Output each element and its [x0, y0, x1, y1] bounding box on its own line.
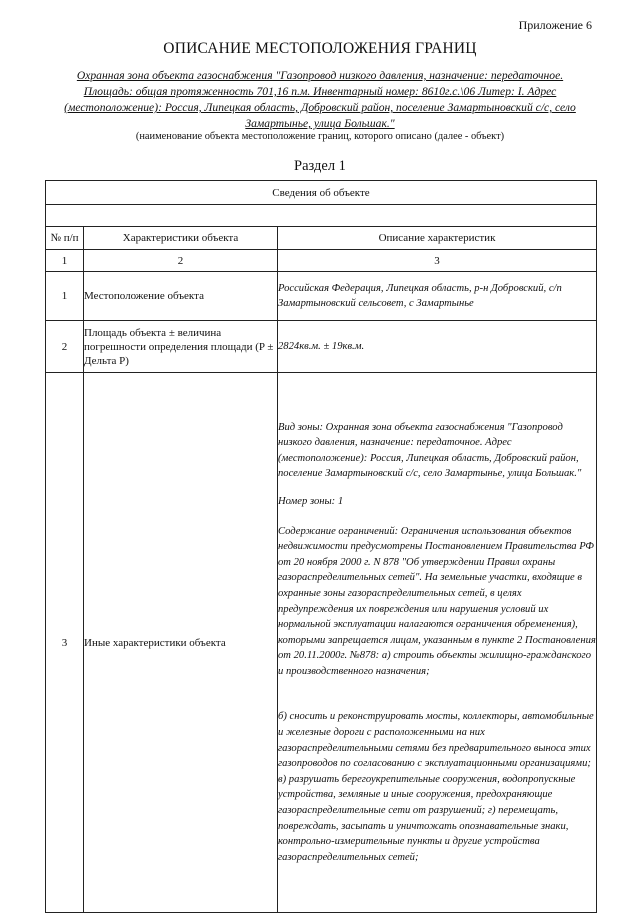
row-number: 1 — [46, 272, 84, 321]
row-characteristic: Площадь объекта ± величина погрешности определения площади (P ± Дельта P) — [84, 321, 278, 373]
column-number-row — [46, 250, 597, 272]
row-description: 2824кв.м. ± 19кв.м. — [278, 321, 597, 373]
restrictions-paragraph: Содержание ограничений: Ограничения использования объектов недвижимости предусмотрены Постановлением Правительства РФ от 20 ноября 2000 г. N 878 "Об утверждении Правил охраны газораспределительных сетей". На земельные участки, входящие в охранные зоны газораспределительных сетей, в целях предупреждения их повреждения или нарушения условий их нормальной эксплуатации налагаются ограничения обременения), которыми запрещается лицам, указанным в пункте 2 Постановления от 20.11.2000г. №878: а) строить объекты жилищно-гражданского и производственного назначения; — [278, 525, 596, 677]
table-row — [46, 373, 597, 913]
restrictions-continued-paragraph: б) сносить и реконструировать мосты, коллекторы, автомобильные и железные дороги с расположенными на них газораспределительными сетями без предварительного выноса этих газопроводов по согласованию с эксплуатационными организациями; в) разрушать берегоукрепительные сооружения, водопропускные устройства, земляные и иные сооружения, предохраняющие газораспределительные сети от разрушений; г) перемещать, повреждать, засыпать и уничтожать опознавательные знаки, контрольно-измерительные пункты и другие устройства газораспределительных сетей; — [278, 711, 594, 863]
row-characteristic: Местоположение объекта — [84, 272, 278, 321]
object-name — [60, 68, 580, 132]
row-description: Российская Федерация, Липецкая область, р-н Добровский, с/п Замартыновский сельсовет, с Замартынье — [278, 272, 597, 321]
col-header-description: Описание характеристик — [278, 227, 597, 250]
row-characteristic: Иные характеристики объекта — [84, 373, 278, 913]
zone-type-paragraph: Вид зоны: Охранная зона объекта газоснабжения "Газопровод низкого давления, назначение: передаточное. Адрес (местоположение): Россия, Липецкая область, Добровский район, поселение Замартыновский с/с, село Замартынье, улица Большак." — [278, 421, 582, 480]
object-caption: (наименование объекта местоположение границ, которого описано (далее - объект) — [135, 131, 505, 142]
col-number: 3 — [278, 250, 597, 272]
appendix-label: Приложение 6 — [518, 18, 592, 32]
row-description — [278, 373, 597, 913]
header-row — [46, 227, 597, 250]
row-number: 3 — [46, 373, 84, 913]
col-header-num: № п/п — [46, 227, 84, 250]
table-title-row — [46, 181, 597, 205]
object-info-table — [45, 180, 597, 913]
document-title: ОПИСАНИЕ МЕСТОПОЛОЖЕНИЯ ГРАНИЦ — [163, 40, 477, 57]
zone-number-paragraph: Номер зоны: 1 — [278, 495, 344, 507]
object-name-line: (местоположение): Россия, Липецкая область, Добровский район, поселение Замартыновский с/с, село — [64, 101, 576, 114]
col-number: 2 — [84, 250, 278, 272]
col-header-characteristic: Характеристики объекта — [84, 227, 278, 250]
table-row — [46, 272, 597, 321]
object-name-line: Замартынье, улица Большак." — [245, 117, 395, 130]
row-number: 2 — [46, 321, 84, 373]
col-number: 1 — [46, 250, 84, 272]
object-name-line: Охранная зона объекта газоснабжения "Газопровод низкого давления, назначение: передаточное. — [76, 69, 564, 82]
table-row — [46, 321, 597, 373]
object-name-line: Площадь: общая протяженность 701,16 п.м. Инвентарный номер: 8610г.с.\06 Литер: I. Адрес — [83, 85, 557, 98]
table-title: Сведения об объекте — [46, 181, 597, 205]
empty-cell — [46, 205, 597, 227]
empty-row — [46, 205, 597, 227]
section-title: Раздел 1 — [294, 158, 346, 174]
